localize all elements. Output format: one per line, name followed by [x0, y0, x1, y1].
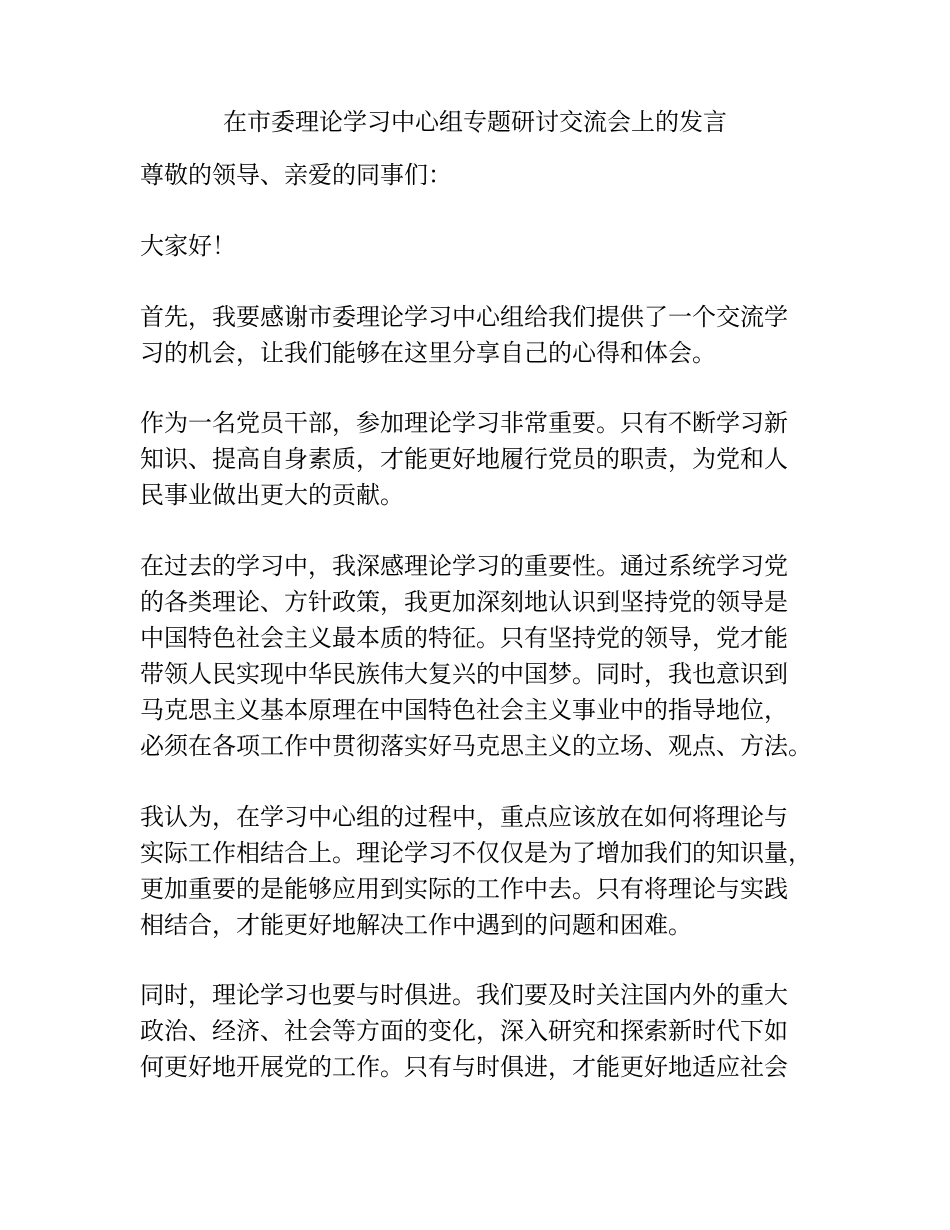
paragraph-3-line-3: 中国特色社会主义最本质的特征。只有坚持党的领导，党才能: [140, 624, 788, 652]
paragraph-5-line-3: 何更好地开展党的工作。只有与时俱进，才能更好地适应社会: [140, 1053, 788, 1081]
paragraph-1-line-2: 习的机会，让我们能够在这里分享自己的心得和体会。: [140, 339, 716, 367]
paragraph-3-line-5: 马克思主义基本原理在中国特色社会主义事业中的指导地位，: [140, 696, 788, 724]
paragraph-2-line-2: 知识、提高自身素质，才能更好地履行党员的职责，为党和人: [140, 445, 788, 473]
paragraph-4-line-1: 我认为，在学习中心组的过程中，重点应该放在如何将理论与: [140, 803, 788, 831]
paragraph-5-line-1: 同时，理论学习也要与时俱进。我们要及时关注国内外的重大: [140, 981, 788, 1009]
paragraph-4-line-2: 实际工作相结合上。理论学习不仅仅是为了增加我们的知识量，: [140, 839, 812, 867]
paragraph-3-line-4: 带领人民实现中华民族伟大复兴的中国梦。同时，我也意识到: [140, 660, 788, 688]
paragraph-2-line-1: 作为一名党员干部，参加理论学习非常重要。只有不断学习新: [140, 409, 788, 437]
paragraph-5-line-2: 政治、经济、社会等方面的变化，深入研究和探索新时代下如: [140, 1017, 788, 1045]
paragraph-3-line-2: 的各类理论、方针政策，我更加深刻地认识到坚持党的领导是: [140, 588, 788, 616]
document-title: 在市委理论学习中心组专题研讨交流会上的发言: [223, 108, 727, 136]
paragraph-3-line-1: 在过去的学习中，我深感理论学习的重要性。通过系统学习党: [140, 552, 788, 580]
paragraph-4-line-3: 更加重要的是能够应用到实际的工作中去。只有将理论与实践: [140, 875, 788, 903]
paragraph-1-line-1: 首先，我要感谢市委理论学习中心组给我们提供了一个交流学: [140, 303, 788, 331]
paragraph-2-line-3: 民事业做出更大的贡献。: [140, 481, 404, 509]
greeting: 大家好！: [140, 232, 236, 260]
salutation: 尊敬的领导、亲爱的同事们：: [140, 161, 452, 189]
paragraph-3-line-6: 必须在各项工作中贯彻落实好马克思主义的立场、观点、方法。: [140, 732, 812, 760]
paragraph-4-line-4: 相结合，才能更好地解决工作中遇到的问题和困难。: [140, 911, 692, 939]
